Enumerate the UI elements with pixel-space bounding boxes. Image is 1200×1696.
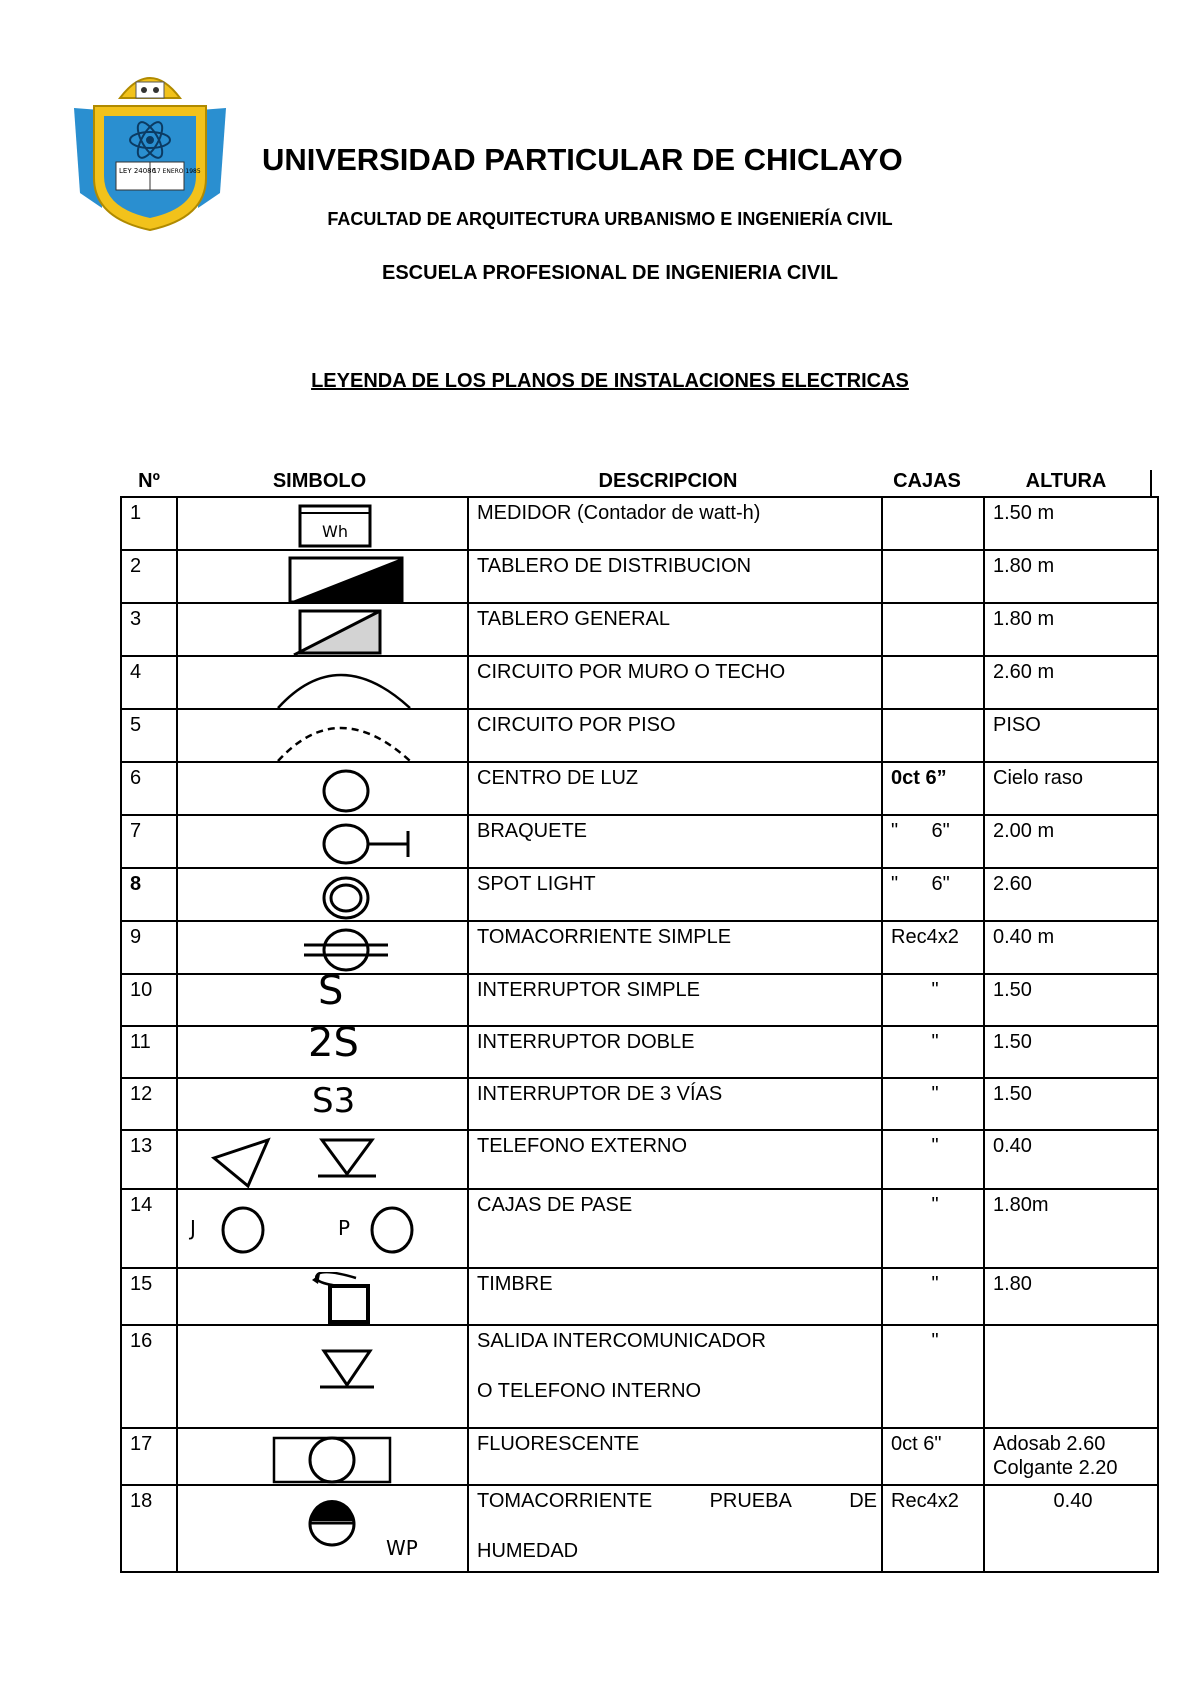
description: FLUORESCENTE [468, 1428, 882, 1485]
row-number: 9 [121, 921, 177, 974]
symbol-cell [177, 1485, 468, 1572]
document-title: LEYENDA DE LOS PLANOS DE INSTALACIONES ELECTRICAS [311, 370, 909, 392]
general-board-icon [186, 607, 463, 655]
weatherproof-outlet-icon [186, 1489, 463, 1571]
table-row [121, 868, 1158, 921]
symbol-cell [177, 868, 468, 921]
mount-height: 2.00 m [984, 815, 1158, 868]
mount-height: 1.80m [984, 1189, 1158, 1268]
symbol-cell [177, 762, 468, 815]
mount-height: 1.50 [984, 1078, 1158, 1130]
junction-box-label: J [190, 1216, 196, 1240]
box-type: Rec4x2 [882, 1485, 984, 1572]
table-row [121, 656, 1158, 709]
table-row [121, 1078, 1158, 1130]
spot-light-icon [186, 872, 463, 920]
box-type: 0ct 6” [882, 762, 984, 815]
table-row [121, 762, 1158, 815]
wp-label: WP [386, 1536, 418, 1560]
mount-height-surface: Adosab 2.60 [993, 1433, 1106, 1455]
description: TIMBRE [468, 1268, 882, 1325]
mount-height: PISO [984, 709, 1158, 762]
description-word: PRUEBA [709, 1490, 792, 1512]
row-number: 10 [121, 974, 177, 1026]
row-number: 13 [121, 1130, 177, 1189]
floor-circuit-dashed-arc-icon [186, 713, 463, 761]
table-row [121, 603, 1158, 656]
symbol-cell [177, 1189, 468, 1268]
box-type [882, 497, 984, 550]
description: CIRCUITO POR PISO [468, 709, 882, 762]
symbol-cell [177, 603, 468, 656]
row-number: 14 [121, 1189, 177, 1268]
description: INTERRUPTOR DOBLE [468, 1026, 882, 1078]
single-switch-icon: S [318, 968, 344, 1014]
distribution-board-icon [186, 554, 463, 602]
description: CENTRO DE LUZ [468, 762, 882, 815]
row-number: 4 [121, 656, 177, 709]
wall-ceiling-circuit-arc-icon [186, 660, 463, 708]
row-number: 18 [121, 1485, 177, 1572]
box-type: " [882, 1268, 984, 1325]
table-row [121, 1130, 1158, 1189]
mount-height: 0.40 m [984, 921, 1158, 974]
description: CAJAS DE PASE [468, 1189, 882, 1268]
row-number: 8 [121, 868, 177, 921]
faculty-name: FACULTAD DE ARQUITECTURA URBANISMO E INGENIERÍA CIVIL [327, 209, 893, 229]
box-type: " [882, 1325, 984, 1428]
mount-height: 2.60 [984, 868, 1158, 921]
box-type [882, 656, 984, 709]
description [468, 1325, 882, 1428]
doorbell-icon [186, 1272, 463, 1324]
description-line-1 [477, 1489, 877, 1513]
box-type: " [882, 974, 984, 1026]
row-number: 12 [121, 1078, 177, 1130]
logo-crown [120, 78, 180, 98]
description: CIRCUITO POR MURO O TECHO [468, 656, 882, 709]
description-word: TOMACORRIENTE [477, 1490, 653, 1512]
mount-height: 1.80 [984, 1268, 1158, 1325]
three-way-switch-icon: S3 [312, 1081, 356, 1121]
box-type: " 6" [882, 868, 984, 921]
header-num: Nº [138, 470, 160, 492]
description-line-1: SALIDA INTERCOMUNICADOR [477, 1330, 766, 1352]
mount-height: 1.80 m [984, 550, 1158, 603]
university-name: UNIVERSIDAD PARTICULAR DE CHICLAYO [262, 142, 903, 177]
table-row [121, 1189, 1158, 1268]
description: INTERRUPTOR DE 3 VÍAS [468, 1078, 882, 1130]
table-row [121, 497, 1158, 550]
row-number: 5 [121, 709, 177, 762]
header-boxes: CAJAS [893, 470, 961, 492]
box-type: " 6" [882, 815, 984, 868]
junction-pass-box-icon [186, 1193, 463, 1267]
symbol-cell [177, 1428, 468, 1485]
box-type: " [882, 1130, 984, 1189]
mount-height: 1.80 m [984, 603, 1158, 656]
header-symbol: SIMBOLO [272, 470, 367, 492]
symbol-cell [177, 1078, 468, 1130]
row-number: 17 [121, 1428, 177, 1485]
header-description: DESCRIPCION [598, 470, 738, 492]
header-height: ALTURA [1025, 470, 1107, 492]
row-number: 16 [121, 1325, 177, 1428]
box-type: " [882, 1189, 984, 1268]
simple-outlet-icon [186, 925, 463, 973]
logo-date-text: 17 ENERO 1985 [153, 168, 201, 175]
symbol-cell [177, 656, 468, 709]
row-number: 6 [121, 762, 177, 815]
box-type: " [882, 1026, 984, 1078]
double-switch-icon: 2S [308, 1020, 359, 1066]
row-number: 15 [121, 1268, 177, 1325]
description: SPOT LIGHT [468, 868, 882, 921]
mount-height: 1.50 [984, 974, 1158, 1026]
description: TABLERO GENERAL [468, 603, 882, 656]
description [468, 1485, 882, 1572]
table-row [121, 550, 1158, 603]
header-right-tick [1150, 470, 1152, 497]
symbol-cell [177, 709, 468, 762]
school-name: ESCUELA PROFESIONAL DE INGENIERIA CIVIL [382, 262, 838, 284]
row-number: 3 [121, 603, 177, 656]
description: TELEFONO EXTERNO [468, 1130, 882, 1189]
description: BRAQUETE [468, 815, 882, 868]
box-type [882, 603, 984, 656]
description: MEDIDOR (Contador de watt-h) [468, 497, 882, 550]
mount-height: 1.50 m [984, 497, 1158, 550]
table-row [121, 815, 1158, 868]
watt-hour-meter-icon [186, 501, 463, 549]
light-center-circle-icon [186, 766, 463, 814]
box-type: " [882, 1078, 984, 1130]
description-word: DE [849, 1490, 877, 1512]
mount-height [984, 1428, 1158, 1485]
mount-height-pendant: Colgante 2.20 [993, 1457, 1118, 1479]
mount-height: 1.50 [984, 1026, 1158, 1078]
symbol-cell [177, 968, 468, 1026]
logo-ley-text: LEY 24086 [119, 167, 157, 175]
description-line-2: O TELEFONO INTERNO [477, 1380, 702, 1402]
mount-height [984, 1325, 1158, 1428]
symbol-cell [177, 921, 468, 974]
mount-height: 2.60 m [984, 656, 1158, 709]
box-type: 0ct 6" [882, 1428, 984, 1485]
symbol-cell [177, 1130, 468, 1189]
table-row [121, 1325, 1158, 1428]
table-row [121, 974, 1158, 1026]
row-number: 7 [121, 815, 177, 868]
wall-bracket-light-icon [186, 819, 463, 867]
description: TOMACORRIENTE SIMPLE [468, 921, 882, 974]
external-phone-triangle-icon [186, 1134, 463, 1188]
pass-box-label: P [338, 1216, 351, 1240]
table-row [121, 1428, 1158, 1485]
description: INTERRUPTOR SIMPLE [468, 974, 882, 1026]
symbol-cell [177, 815, 468, 868]
row-number: 2 [121, 550, 177, 603]
symbol-cell [177, 497, 468, 550]
description-line-2: HUMEDAD [477, 1540, 579, 1562]
symbol-cell [177, 1325, 468, 1428]
table-row [121, 709, 1158, 762]
intercom-outlet-icon [186, 1329, 463, 1427]
box-type [882, 709, 984, 762]
mount-height: Cielo raso [984, 762, 1158, 815]
table-row [121, 1485, 1158, 1572]
legend-table [120, 496, 1159, 1573]
symbol-cell [177, 550, 468, 603]
table-row [121, 1026, 1158, 1078]
box-type: Rec4x2 [882, 921, 984, 974]
description: TABLERO DE DISTRIBUCION [468, 550, 882, 603]
row-number: 1 [121, 497, 177, 550]
row-number: 11 [121, 1026, 177, 1078]
table-row [121, 1268, 1158, 1325]
box-type [882, 550, 984, 603]
fluorescent-icon [186, 1432, 463, 1484]
symbol-cell [177, 1020, 468, 1078]
meter-label: Wh [322, 522, 348, 541]
table-row [121, 921, 1158, 974]
mount-height: 0.40 [984, 1485, 1158, 1572]
symbol-cell [177, 1268, 468, 1325]
mount-height: 0.40 [984, 1130, 1158, 1189]
